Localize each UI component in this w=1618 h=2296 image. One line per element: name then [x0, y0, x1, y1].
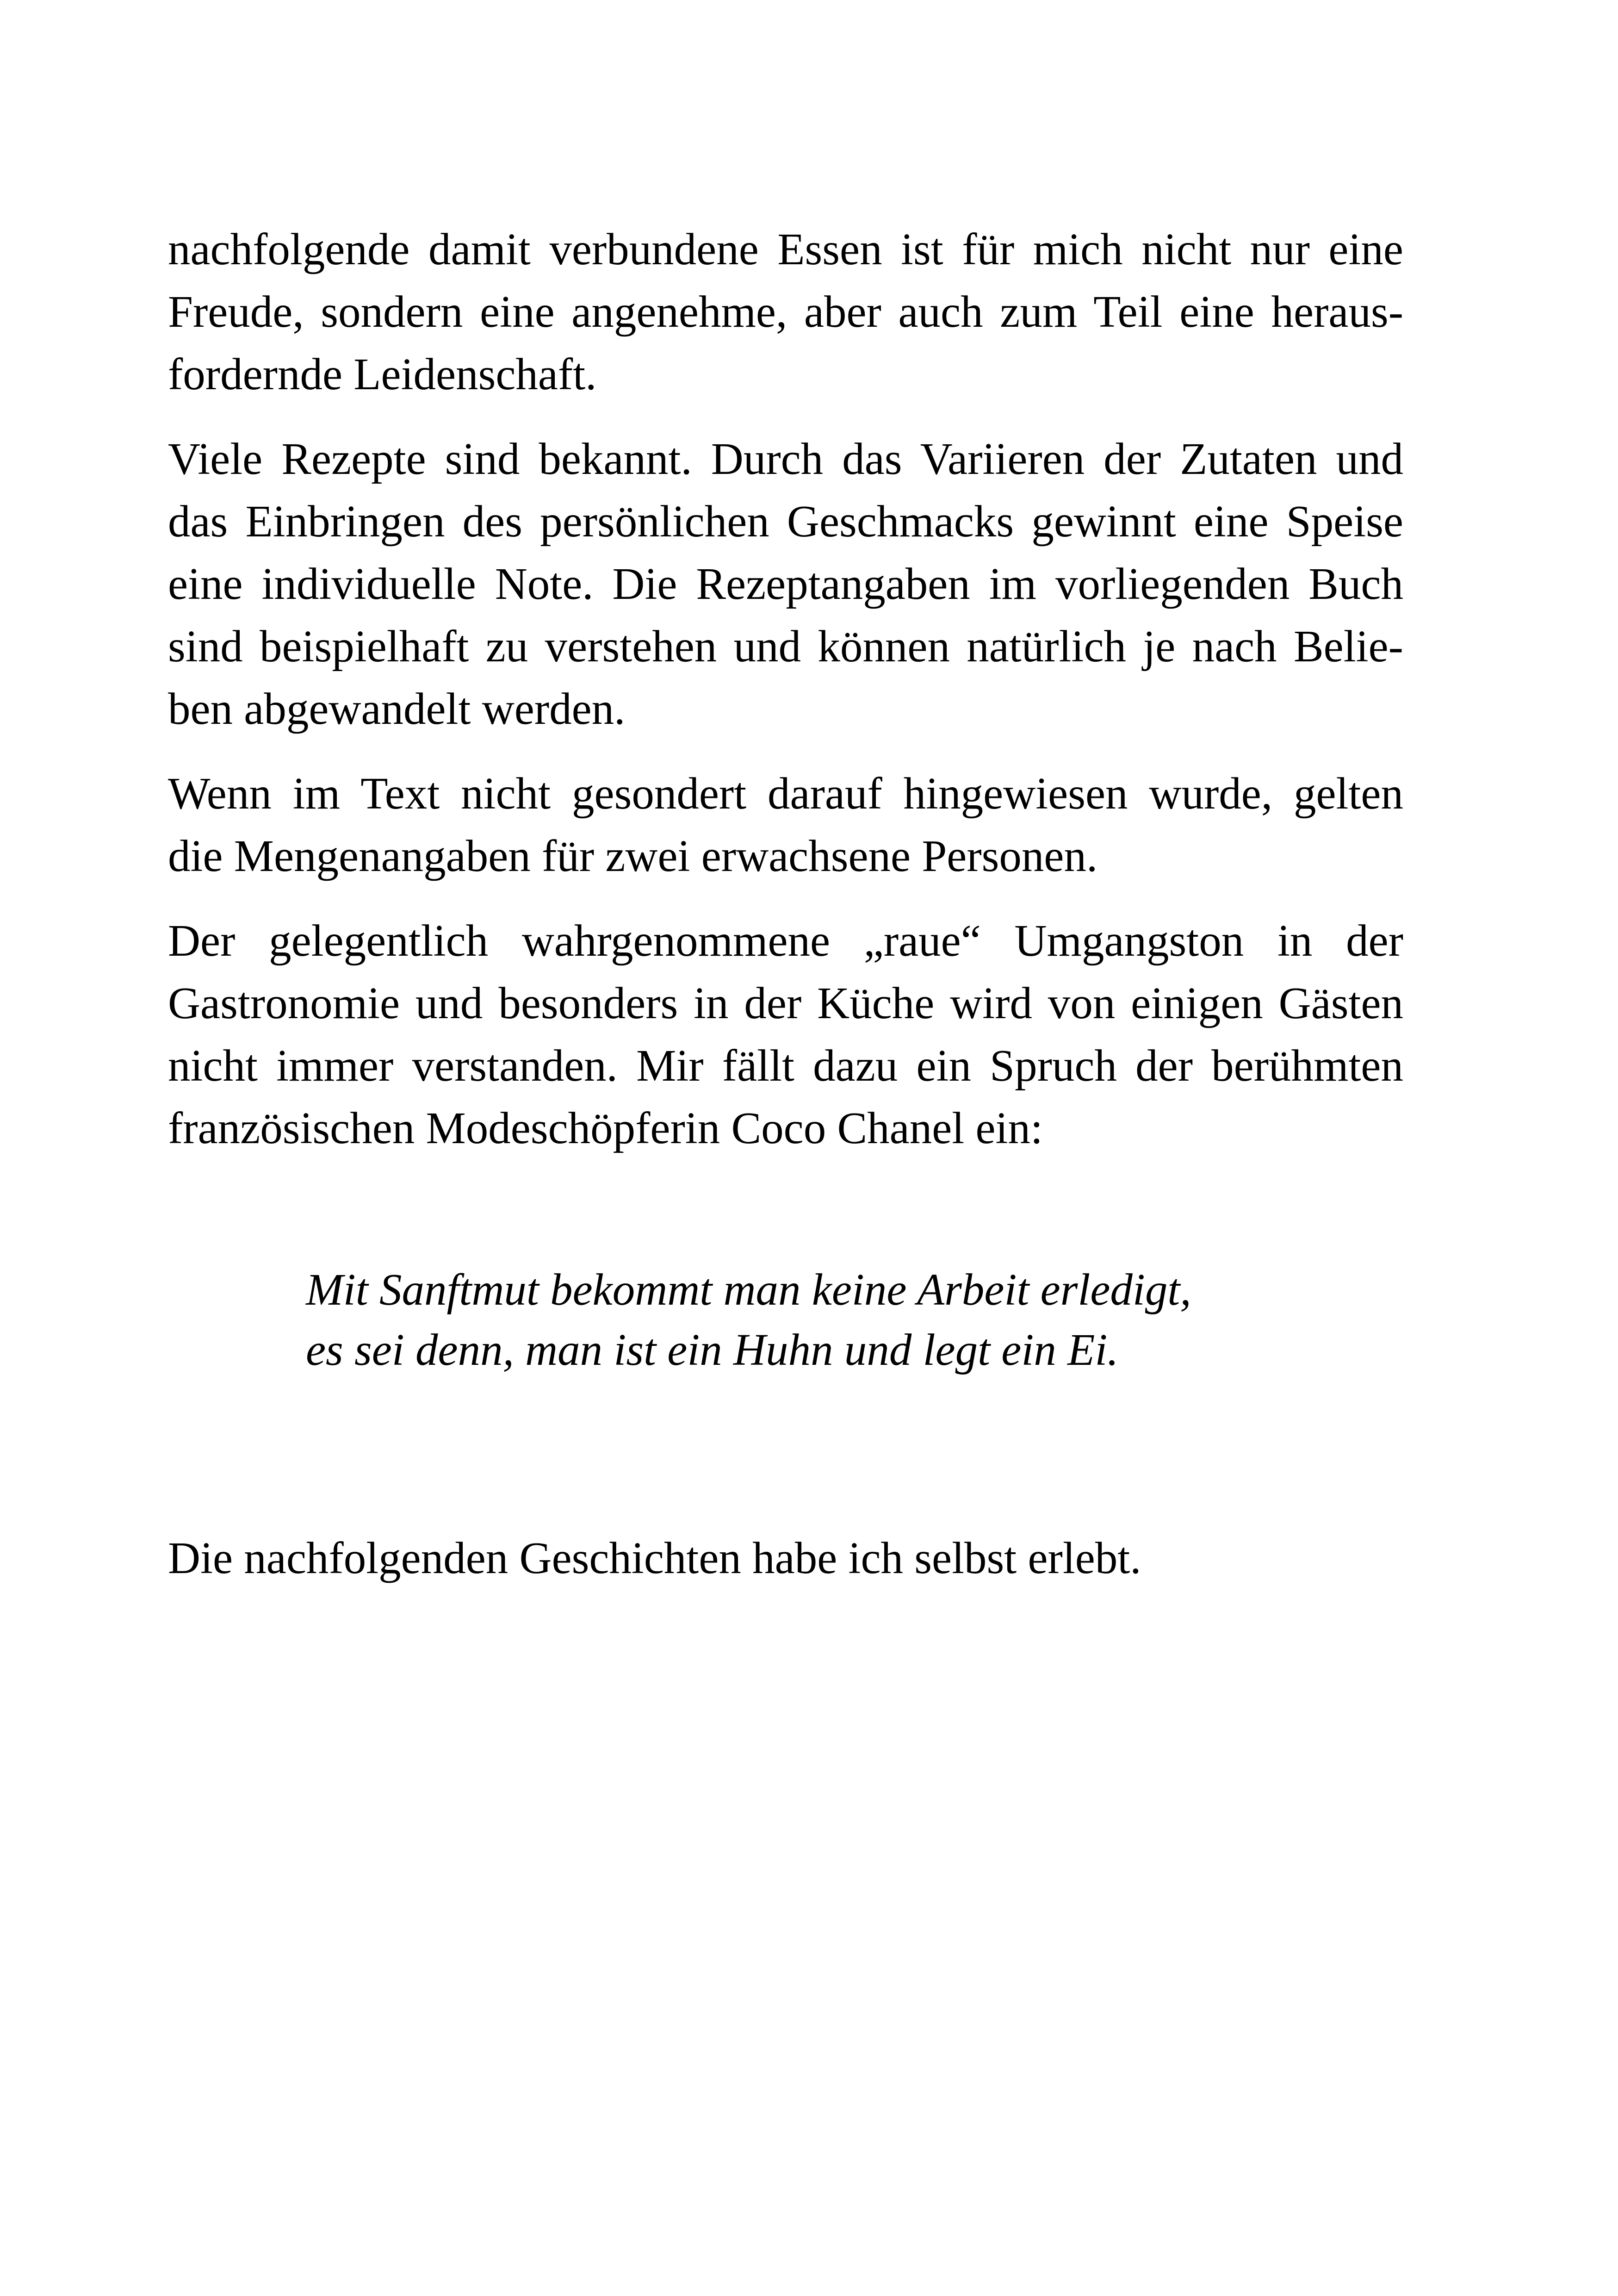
text-line: fordernde Leidenschaft.: [168, 349, 597, 399]
text-line: die Mengenangaben für zwei erwachsene Personen.: [168, 831, 1098, 881]
text-line: Der gelegentlich wahrgenommene „raue“ Umgangston in der: [168, 916, 1403, 965]
text-line: sind beispielhaft zu verstehen und können natürlich je nach Belie-: [168, 622, 1403, 671]
text-line: ben abgewandelt werden.: [168, 684, 626, 734]
text-block: [168, 218, 1403, 1589]
closing-line: [168, 1527, 1403, 1589]
text-line: es sei denn, man ist ein Huhn und legt ein Ei.: [306, 1325, 1119, 1375]
text-line: nicht immer verstanden. Mir fällt dazu ein Spruch der berühmten: [168, 1041, 1403, 1090]
paragraph-1: [168, 218, 1403, 405]
text-line: Viele Rezepte sind bekannt. Durch das Variieren der Zutaten und: [168, 434, 1403, 484]
text-line: Die nachfolgenden Geschichten habe ich selbst erlebt.: [168, 1533, 1141, 1583]
text-line: Wenn im Text nicht gesondert darauf hingewiesen wurde, gelten: [168, 769, 1403, 818]
paragraph-3: [168, 762, 1403, 887]
paragraph-4: [168, 909, 1403, 1159]
text-line: das Einbringen des persönlichen Geschmacks gewinnt eine Speise: [168, 497, 1403, 546]
text-line: eine individuelle Note. Die Rezeptangaben im vorliegenden Buch: [168, 559, 1403, 609]
text-line: Mit Sanftmut bekommt man keine Arbeit erledigt,: [306, 1265, 1191, 1314]
text-line: nachfolgende damit verbundene Essen ist für mich nicht nur eine: [168, 224, 1403, 274]
text-line: französischen Modeschöpferin Coco Chanel ein:: [168, 1103, 1043, 1153]
text-line: Gastronomie und besonders in der Küche wird von einigen Gästen: [168, 978, 1403, 1028]
paragraph-2: [168, 428, 1403, 740]
quote-block: [306, 1260, 1403, 1380]
text-line: Freude, sondern eine angenehme, aber auch zum Teil eine heraus-: [168, 287, 1403, 336]
